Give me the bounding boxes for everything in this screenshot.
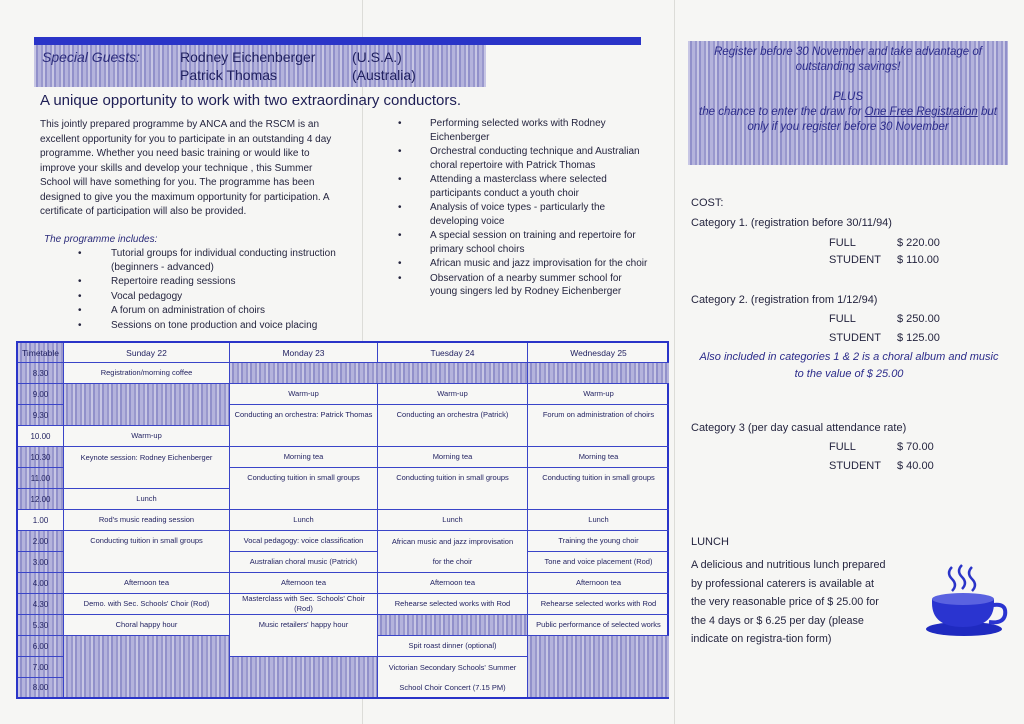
time-cell: 8.30: [18, 363, 64, 384]
monday-cell: Music retailers' happy hour: [230, 615, 378, 657]
wednesday-cell: Morning tea: [528, 447, 669, 468]
time-cell: 2.00: [18, 531, 64, 552]
draw-text: [698, 105, 998, 135]
tuesday-cell: Warm-up: [378, 384, 528, 405]
cost-heading: COST:: [691, 197, 724, 209]
included-note: Also included in categories 1 & 2 is a choral album and music to the value of $ 25.00: [699, 351, 999, 380]
time-cell: 10.00: [18, 426, 64, 447]
monday-cell: Vocal pedagogy: voice classification: [230, 531, 378, 552]
time-cell: 9.30: [18, 405, 64, 426]
monday-cell: Warm-up: [230, 384, 378, 405]
list-item: • Repertoire reading sessions: [78, 275, 340, 289]
monday-cell: Morning tea: [230, 447, 378, 468]
plus-label: PLUS: [832, 91, 864, 103]
tuesday-cell: Conducting an orchestra (Patrick): [378, 405, 528, 447]
wednesday-cell: Public performance of selected works: [528, 615, 669, 636]
wednesday-cell: Conducting tuition in small groups: [528, 468, 669, 510]
time-cell: 4.30: [18, 594, 64, 615]
lunch-text: A delicious and nutritious lunch prepared by professional caterers is available at the very reasonable price of $ 25.00 for the 4 days or $ 6.25 per day (please indicate on registra-tion form): [691, 559, 886, 646]
draw-text-start: the chance to enter the draw for: [699, 106, 865, 118]
tuesday-cell: Victorian Secondary Schools' Summer: [378, 657, 528, 678]
day-header-monday: Monday 23: [230, 343, 378, 363]
shaded-cell: [64, 636, 230, 697]
register-banner: [688, 41, 1008, 165]
wednesday-cell: Tone and voice placement (Rod): [528, 552, 669, 573]
price-value: $ 250.00: [897, 313, 940, 325]
shaded-cell: [64, 384, 230, 426]
programme-list-right: [398, 117, 648, 300]
blank-cell: [64, 468, 230, 489]
category1-label: Category 1. (registration before 30/11/94): [691, 217, 892, 229]
time-cell: 7.00: [18, 657, 64, 678]
tuesday-cell: Conducting tuition in small groups: [378, 468, 528, 510]
programme-heading: The programme includes:: [44, 234, 158, 245]
price-label: STUDENT: [829, 460, 881, 472]
time-cell: 12.00: [18, 489, 64, 510]
tuesday-cell: African music and jazz improvisation: [378, 531, 528, 552]
category3-label: Category 3 (per day casual attendance rate): [691, 422, 907, 434]
headline: A unique opportunity to work with two extraordinary conductors.: [40, 92, 462, 109]
day-header-wednesday: Wednesday 25: [528, 343, 669, 363]
list-item: • Attending a masterclass where selected participants conduct a youth choir: [398, 173, 648, 200]
price-value: $ 220.00: [897, 237, 940, 249]
shaded-cell: [528, 363, 669, 384]
guest1-country: (U.S.A.): [352, 49, 402, 65]
tuesday-cell: Lunch: [378, 510, 528, 531]
sunday-cell: Registration/morning coffee: [64, 363, 230, 384]
tuesday-cell: Afternoon tea: [378, 573, 528, 594]
sunday-cell: Keynote session: Rodney Eichenberger: [64, 447, 230, 468]
time-cell: 10.30: [18, 447, 64, 468]
sunday-cell: Rod's music reading session: [64, 510, 230, 531]
monday-cell: Masterclass with Sec. Schools' Choir (Rod): [230, 594, 378, 615]
lunch-heading: LUNCH: [691, 536, 729, 548]
sunday-cell: Demo. with Sec. Schools' Choir (Rod): [64, 594, 230, 615]
sunday-cell: Afternoon tea: [64, 573, 230, 594]
list-item: • Analysis of voice types - particularly the developing voice: [398, 201, 648, 228]
list-item: • African music and jazz improvisation for the choir: [398, 257, 648, 271]
wednesday-cell: Lunch: [528, 510, 669, 531]
time-cell: 4.00: [18, 573, 64, 594]
time-cell: 11.00: [18, 468, 64, 489]
guest1-name: Rodney Eichenberger: [180, 49, 316, 65]
wednesday-cell: Rehearse selected works with Rod: [528, 594, 669, 615]
wednesday-cell: Afternoon tea: [528, 573, 669, 594]
accent-bar: [34, 37, 641, 45]
list-item: • Performing selected works with Rodney Eichenberger: [398, 117, 648, 144]
price-label: FULL: [829, 313, 856, 325]
time-cell: 9.00: [18, 384, 64, 405]
shaded-cell: [230, 363, 528, 384]
tuesday-cell: Morning tea: [378, 447, 528, 468]
guests-label: Special Guests:: [42, 49, 141, 65]
monday-cell: Australian choral music (Patrick): [230, 552, 378, 573]
category2-label: Category 2. (registration from 1/12/94): [691, 294, 878, 306]
programme-list-left: [78, 247, 340, 333]
monday-cell: Lunch: [230, 510, 378, 531]
time-cell: 1.00: [18, 510, 64, 531]
list-item: • A forum on administration of choirs: [78, 304, 340, 318]
sunday-cell: Warm-up: [64, 426, 230, 447]
list-item: • A special session on training and repertoire for primary school choirs: [398, 229, 648, 256]
price-label: FULL: [829, 441, 856, 453]
monday-cell: Afternoon tea: [230, 573, 378, 594]
sunday-cell: Choral happy hour: [64, 615, 230, 636]
price-label: STUDENT: [829, 332, 881, 344]
price-value: $ 110.00: [897, 254, 940, 266]
guest2-name: Patrick Thomas: [180, 67, 277, 83]
wednesday-cell: Warm-up: [528, 384, 669, 405]
sunday-cell: Conducting tuition in small groups: [64, 531, 230, 573]
free-registration-link: One Free Registration: [864, 106, 978, 118]
fold-line: [674, 0, 675, 724]
coffee-cup-icon: [924, 563, 1008, 638]
price-value: $ 125.00: [897, 332, 940, 344]
timetable: [16, 341, 669, 699]
wednesday-cell: Forum on administration of choirs: [528, 405, 669, 447]
price-value: $ 40.00: [897, 460, 934, 472]
time-cell: 5.30: [18, 615, 64, 636]
tuesday-cell: Spit roast dinner (optional): [378, 636, 528, 657]
register-line: Register before 30 November and take advantage of outstanding savings!: [714, 46, 982, 73]
list-item: • Tutorial groups for individual conducting instruction (beginners - advanced): [78, 247, 340, 274]
wednesday-cell: Training the young choir: [528, 531, 669, 552]
monday-cell: Conducting an orchestra: Patrick Thomas: [230, 405, 378, 447]
guest2-country: (Australia): [352, 67, 416, 83]
list-item: • Observation of a nearby summer school for young singers led by Rodney Eichenberger: [398, 272, 648, 299]
price-label: FULL: [829, 237, 856, 249]
tuesday-cell: Rehearse selected works with Rod: [378, 594, 528, 615]
day-header-sunday: Sunday 22: [64, 343, 230, 363]
time-cell: 8.00: [18, 678, 64, 697]
timetable-header: Timetable: [18, 343, 64, 363]
sunday-cell: Lunch: [64, 489, 230, 510]
shaded-cell: [378, 615, 528, 636]
guests-banner: [34, 45, 486, 87]
price-value: $ 70.00: [897, 441, 934, 453]
time-cell: 3.00: [18, 552, 64, 573]
tuesday-cell: for the choir: [378, 552, 528, 573]
intro-paragraph: This jointly prepared programme by ANCA and the RSCM is an excellent opportunity for you to participate in an outstanding 4 day programme. Whether you need basic training or would like to improve your skills and develop your technique , this Summer School will have something for you. The programme has been designed to give you the maximum opportunity for participation. A certificate of participation will also be provided.: [40, 119, 332, 217]
list-item: • Orchestral conducting technique and Australian choral repertoire with Patrick Thomas: [398, 145, 648, 172]
price-label: STUDENT: [829, 254, 881, 266]
draw-text-end: but only if you register before 30 November: [747, 106, 997, 133]
list-item: • Sessions on tone production and voice placing: [78, 319, 340, 333]
tuesday-cell: School Choir Concert (7.15 PM): [378, 678, 528, 697]
time-cell: 6.00: [18, 636, 64, 657]
shaded-cell: [230, 657, 378, 697]
day-header-tuesday: Tuesday 24: [378, 343, 528, 363]
shaded-cell: [528, 636, 669, 697]
monday-cell: Conducting tuition in small groups: [230, 468, 378, 510]
list-item: • Vocal pedagogy: [78, 290, 340, 304]
